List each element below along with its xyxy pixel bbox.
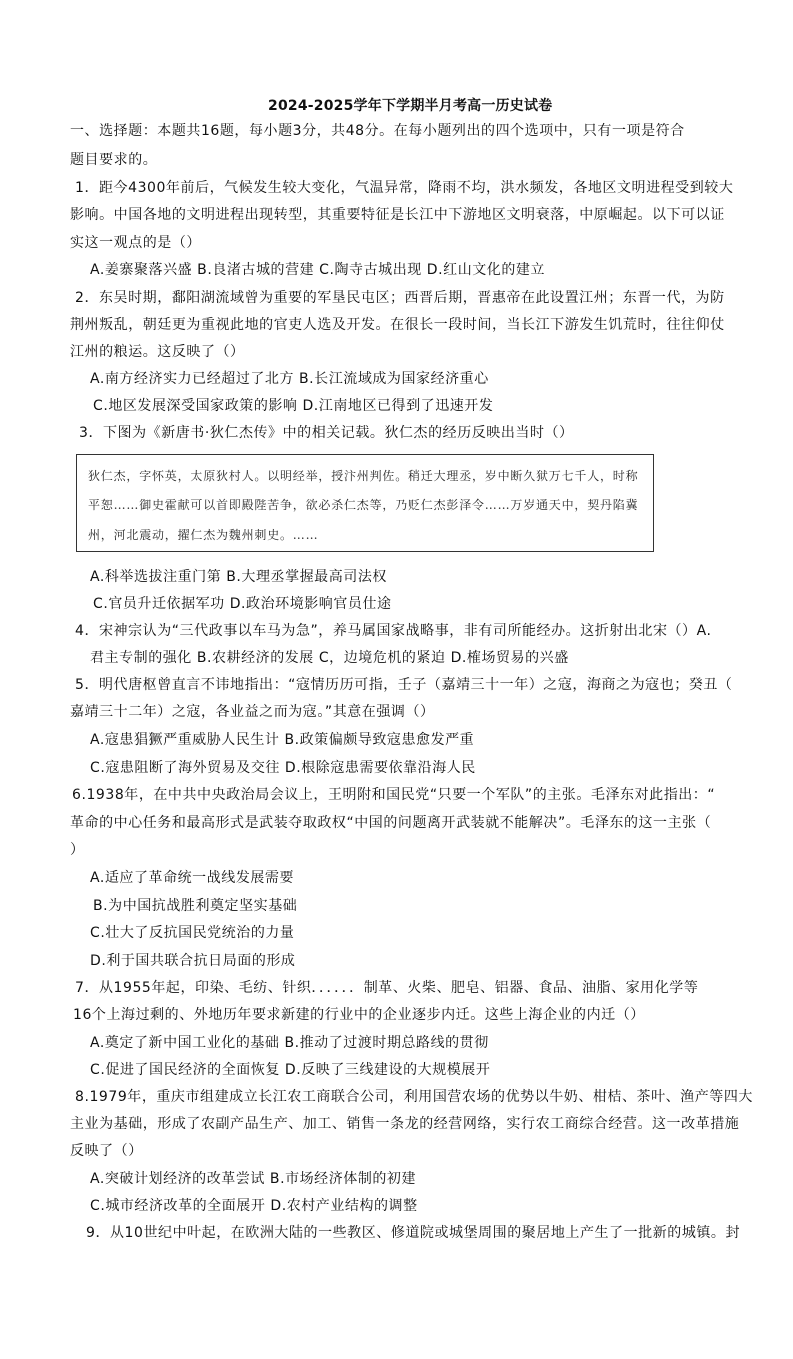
q6-option-a: A.适应了革命统一战线发展需要	[90, 870, 295, 886]
q8-stem: 主业为基础，形成了农副产品生产、加工、销售一条龙的经营网络，实行农工商综合经营。这一改革措施	[70, 1116, 740, 1132]
page-title: 2024-2025学年下学期半月考高一历史试卷	[268, 98, 553, 114]
q3-options: A.科举选拔注重门第 B.大理丞掌握最高司法权	[90, 569, 387, 585]
q5-stem: 嘉靖三十二年）之寇，各业益之而为寇。”其意在强调（）	[70, 704, 435, 720]
q6-option-b: B.为中国抗战胜利奠定坚实基础	[93, 898, 298, 914]
q9-stem: 9．从10世纪中叶起，在欧洲大陆的一些教区、修道院或城堡周围的聚居地上产生了一批新的城镇。封	[86, 1225, 741, 1241]
q4-stem: 4．宋神宗认为“三代政事以车马为急”，养马属国家战略事，非有司所能经办。这折射出北宋（）A.	[75, 623, 712, 639]
q2-options: C.地区发展深受国家政策的影响 D.江南地区已得到了迅速开发	[93, 398, 494, 414]
q3-quote-line: 平恕……御史霍献可以首即殿陛苦争，欲必杀仁杰等，乃贬仁杰彭泽令……万岁通天中，契丹陷冀	[88, 498, 639, 512]
q2-options: A.南方经济实力已经超过了北方 B.长江流域成为国家经济重心	[90, 371, 489, 387]
q2-stem: 荆州叛乱，朝廷更为重视此地的官吏人选及开发。在很长一段时间，当长江下游发生饥荒时，往往仰仗	[70, 317, 725, 333]
q2-stem: 江州的粮运。这反映了（）	[70, 344, 245, 360]
q6-stem: 6.1938年，在中共中央政治局会议上，王明附和国民党“只要一个军队”的主张。毛泽东对此指出：“	[72, 787, 716, 803]
q3-options: C.官员升迁依据军功 D.政治环境影响官员仕途	[93, 596, 392, 612]
q2-stem: 2．东吴时期，鄱阳湖流域曾为重要的军垦民屯区；西晋后期，晋惠帝在此设置江州；东晋一代，为防	[75, 290, 725, 306]
section-heading-cont: 题目要求的。	[70, 152, 158, 168]
q1-options: A.姜寨聚落兴盛 B.良渚古城的营建 C.陶寺古城出现 D.红山文化的建立	[90, 262, 545, 278]
q5-stem: 5．明代唐枢曾直言不讳地指出：“寇情历历可指，壬子（嘉靖三十一年）之寇，海商之为寇也；癸丑（	[75, 677, 733, 693]
q5-options: A.寇患猖獗严重威胁人民生计 B.政策偏颇导致寇患愈发严重	[90, 732, 475, 748]
q7-options: A.奠定了新中国工业化的基础 B.推动了过渡时期总路线的贯彻	[90, 1035, 489, 1051]
q6-option-c: C.壮大了反抗国民党统治的力量	[90, 925, 295, 941]
q1-stem: 实这一观点的是（）	[70, 235, 201, 251]
q4-options: 君主专制的强化 B.农耕经济的发展 C，边境危机的紧迫 D.榷场贸易的兴盛	[90, 650, 569, 666]
q3-quote-line: 狄仁杰，字怀英，太原狄村人。以明经举，授汴州判佐。稍迁大理丞，岁中断久狱万七千人，时称	[88, 469, 639, 483]
q3-quote-line: 州，河北震动，擢仁杰为魏州刺史。……	[88, 528, 319, 542]
q8-options: C.城市经济改革的全面展开 D.农村产业结构的调整	[90, 1198, 418, 1214]
q6-stem: 革命的中心任务和最高形式是武装夺取政权“中国的问题离开武装就不能解决”。毛泽东的这一主张（	[70, 815, 712, 831]
q7-stem: 7．从1955年起，印染、毛纺、针织．．．．．．制革、火柴、肥皂、铝器、食品、油脂、家用化学等	[75, 980, 699, 996]
q8-stem: 8.1979年，重庆市组建成立长江农工商联合公司，利用国营农场的优势以牛奶、柑桔、茶叶、渔产等四大	[75, 1089, 753, 1105]
section-heading: 一、选择题：本题共16题，每小题3分，共48分。在每小题列出的四个选项中，只有一项是符合	[70, 123, 685, 139]
q7-options: C.促进了国民经济的全面恢复 D.反映了三线建设的大规模展开	[90, 1062, 491, 1078]
q1-stem: 1．距今4300年前后，气候发生较大变化，气温异常，降雨不均，洪水频发，各地区文明进程受到较大	[75, 180, 734, 196]
q6-option-d: D.利于国共联合抗日局面的形成	[90, 953, 296, 969]
q8-stem: 反映了（）	[70, 1143, 143, 1159]
q5-options: C.寇患阻断了海外贸易及交往 D.根除寇患需要依靠沿海人民	[90, 760, 476, 776]
q1-stem: 影响。中国各地的文明进程出现转型，其重要特征是长江中下游地区文明衰落，中原崛起。以下可以证	[70, 207, 725, 223]
q8-options: A.突破计划经济的改革尝试 B.市场经济体制的初建	[90, 1171, 417, 1187]
q7-stem: 16个上海过剩的、外地历年要求新建的行业中的企业逐步内迁。这些上海企业的内迁（）	[73, 1007, 645, 1023]
q6-stem: ）	[70, 842, 85, 858]
q3-stem: 3．下图为《新唐书·狄仁杰传》中的相关记载。狄仁杰的经历反映出当时（）	[79, 425, 574, 441]
